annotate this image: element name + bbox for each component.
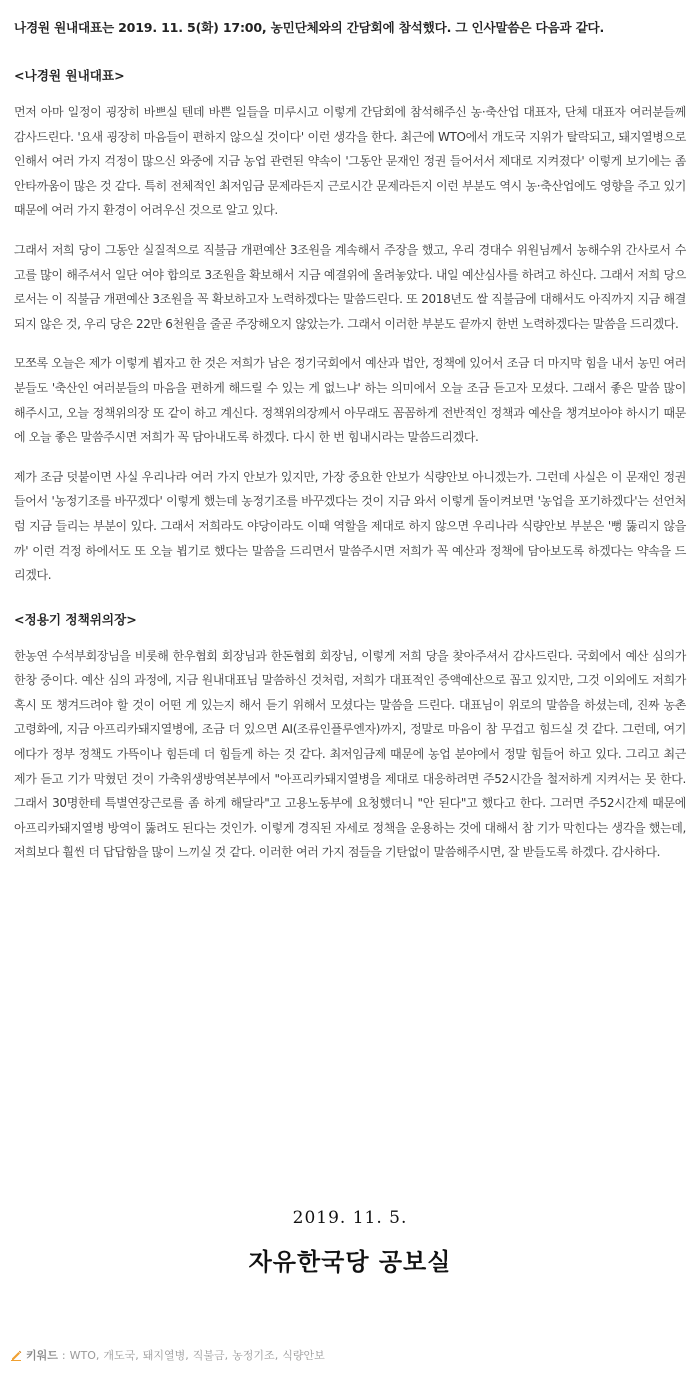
floor-leader-paragraph-4: 제가 조금 덧붙이면 사실 우리나라 여러 가지 안보가 있지만, 가장 중요한 안보가 식량안보 아니겠는가. 그런데 사실은 이 문재인 정권 들어서 '농정기조를 바꾸겠다' 이렇게 했는데 농정기조를 바꾸겠다는 것이 지금 와서 이렇게 돌이켜보면 '농업을 포기하겠다'는 선언처럼 지금 들리는 부분이 있다. 그래서 저희라도 야당이라도 이때 역할을 제대로 하지 않으면 우리나라 식량안보 부분은 '뻥 뚫리지 않을까' 이런 걱정 하에서도 또 오늘 뵙기로 했다는 말씀을 드리면서 말씀주시면 저희가 꼭 예산과 정책에 담아보도록 하겠다는 약속을 드리겠다.	[14, 469, 686, 583]
keyword-item[interactable]: 개도국	[103, 1349, 136, 1362]
policy-chief-paragraph-1: 한농연 수석부회장님을 비롯해 한우협회 회장님과 한돈협회 회장님, 이렇게 저희 당을 찾아주셔서 감사드린다. 국회에서 예산 심의가 한창 중이다. 예산 심의 과정에, 지금 원내대표님 말씀하신 것처럼, 저희가 대표적인 증액예산으로 꼽고 있지만, 그것 이외에도 저희가 혹시 또 챙겨드려야 할 것이 어떤 게 있는지 해서 듣기 위해서 모셨다는 말씀을 드린다. 대표님이 위로의 말씀을 하셨는데, 진짜 농촌 고령화에, 지금 아프리카돼지열병에, 조금 더 있으면 AI(조류인플루엔자)까지, 정말로 마음이 참 무겁고 힘드실 것 같다. 그런데, 여기에다가 정부 정책도 가뜩이나 힘든데 더 힘들게 하는 것 같다. 최저임금제 때문에 농업 분야에서 정말 힘들어 하고 있다. 그리고 최근 제가 듣고 기가 막혔던 것이 가축위생방역본부에서 "아프리카돼지열병을 제대로 대응하려면 주52시간을 철저하게 지켜서는 못 한다. 그래서 30명한테 특별연장근로를 좀 하게 해달라"고 고용노동부에 요청했더니 "안 된다"고 했다고 한다. 그러면 주52시간제 때문에 아프리카돼지열병 방역이 뚫려도 된다는 것인가. 이렇게 경직된 자세로 정책을 운용하는 것에 대해서 참 기가 막힌다는 생각을 했는데, 저희보다 훨씬 더 답답함을 많이 느끼실 것 같다. 이러한 여러 가지 점들을 기탄없이 말씀해주시면, 잘 받들도록 하겠다. 감사하다.	[14, 648, 686, 860]
floor-leader-paragraph-2: 그래서 저희 당이 그동안 실질적으로 직불금 개편예산 3조원을 계속해서 주장을 했고, 우리 경대수 위원님께서 농해수위 간사로서 수고를 많이 해주셔서 일단 여야 합의로 3조원을 확보해서 지금 예결위에 올려놓았다. 내일 예산심사를 하려고 하신다. 그래서 저희 당으로서는 이 직불금 개편예산 3조원을 꼭 확보하고자 노력하겠다는 말씀드린다. 또 2018년도 쌀 직불금에 대해서도 아직까지 지금 해결되지 않은 것, 우리 당은 22만 6천원을 줄곧 주장해오지 않았는가. 그래서 이러한 부분도 끝까지 한번 노력하겠다는 말씀을 드리겠다.	[14, 242, 686, 331]
section-heading-policy-chief: <정용기 정책위의장>	[14, 611, 137, 627]
keyword-item[interactable]: 식량안보	[282, 1349, 325, 1362]
keyword-item[interactable]: 농정기조	[232, 1349, 275, 1362]
floor-leader-paragraph-3: 모쪼록 오늘은 제가 이렇게 뵙자고 한 것은 저희가 남은 정기국회에서 예산과 법안, 정책에 있어서 조금 더 마지막 힘을 내서 농민 여러분들도 '축산인 여러분들의 마음을 편하게 해드릴 수 있는 게 없느냐' 하는 의미에서 오늘 조금 듣고자 모셨다. 그래서 좋은 말씀 많이 해주시고, 오늘 정책위의장 또 같이 하고 계신다. 정책위의장께서 아무래도 꼼꼼하게 전반적인 정책과 예산을 챙겨보아야 하시기 때문에 오늘 좋은 말씀주시면 저희가 꼭 담아내도록 하겠다. 다시 한 번 힘내시라는 말씀드리겠다.	[14, 356, 686, 445]
keyword-label: 키워드	[26, 1349, 58, 1362]
keyword-bar: 키워드 : WTO , 개도국 , 돼지열병 , 직불금 , 농정기조 , 식량안보	[10, 1345, 325, 1365]
floor-leader-paragraph-1: 먼저 아마 일정이 굉장히 바쁘실 텐데 바쁜 일들을 미루시고 이렇게 간담회에 참석해주신 농·축산업 대표자, 단체 대표자 여러분들께 감사드린다. '요새 굉장히 마음들이 편하지 않으실 것이다' 이런 생각을 한다. 최근에 WTO에서 개도국 지위가 탈락되고, 돼지열병으로 인해서 여러 가지 걱정이 많으신 와중에 지금 농업 관련된 약속이 '그동안 문재인 정권 들어서서 제대로 지켜졌다' 이렇게 보기에는 좀 안타까움이 많은 것 같다. 특히 전체적인 최저임금 문제라든지 근로시간 문제라든지 이런 부분도 역시 농·축산업에도 영향을 주고 있기 때문에 여러 가지 환경이 어려우신 것으로 알고 있다.	[14, 105, 686, 218]
release-date: 2019. 11. 5.	[292, 1208, 408, 1228]
issuing-office: 자유한국당 공보실	[248, 1248, 452, 1276]
intro-sentence: 나경원 원내대표는 2019. 11. 5(화) 17:00, 농민단체와의 간담회에 참석했다. 그 인사말씀은 다음과 같다.	[14, 20, 605, 35]
keyword-separator: :	[61, 1348, 66, 1362]
section-heading-floor-leader: <나경원 원내대표>	[14, 68, 125, 83]
pencil-icon	[10, 1349, 22, 1361]
keyword-item[interactable]: 직불금	[192, 1349, 225, 1362]
keyword-item[interactable]: WTO	[69, 1348, 96, 1362]
keyword-item[interactable]: 돼지열병	[142, 1349, 186, 1362]
